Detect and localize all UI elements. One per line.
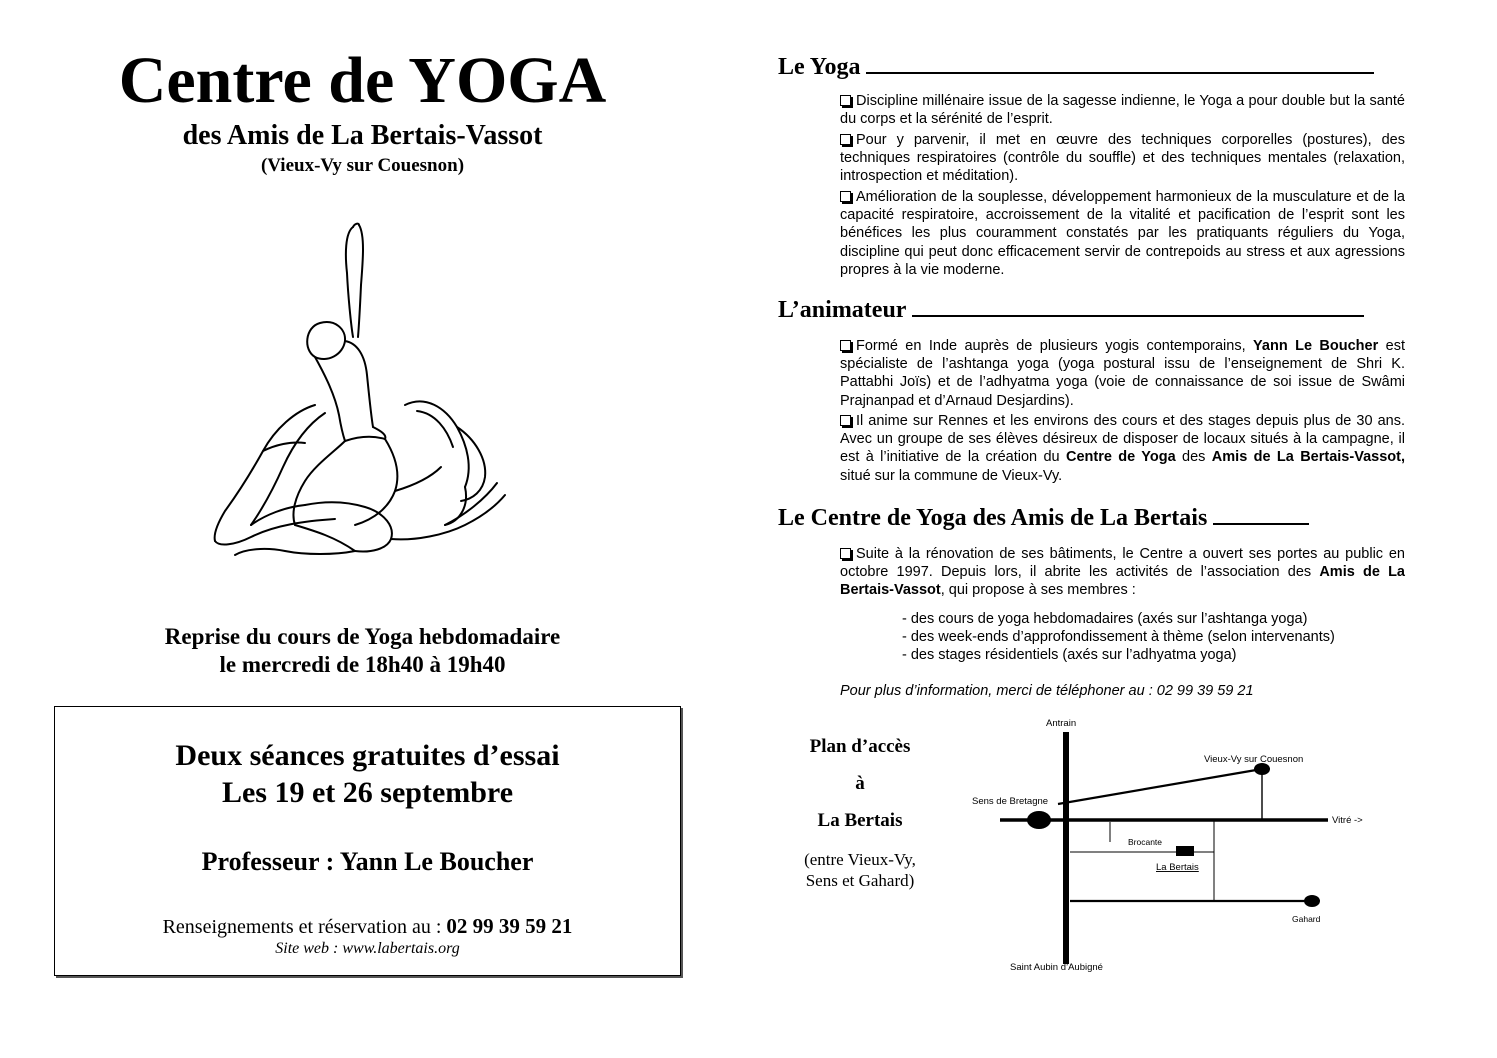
- section-heading-animateur: L’animateur: [778, 295, 1364, 325]
- checkbox-bullet-icon: [840, 340, 851, 351]
- trial-sessions: [55, 737, 680, 811]
- section-heading-yoga: Le Yoga: [778, 52, 1374, 82]
- activities-list: [902, 610, 1335, 665]
- yoga-bullet-3: Amélioration de la souplesse, développement harmonieux de la musculature et de la capacité respiratoire, accroissement de la vitalité et pacification de l’esprit sont les bénéfices les plus couramment constatés par les pratiquants réguliers du Yoga, discipline qui peut donc efficacement servir de contrepoids au stress et aux agressions propres à la vie moderne.: [840, 189, 1405, 278]
- info-phone-line: Pour plus d’information, merci de téléphoner au : 02 99 39 59 21: [840, 683, 1254, 699]
- list-item: - des stages résidentiels (axés sur l’adhyatma yoga): [902, 647, 1237, 664]
- checkbox-bullet-icon: [840, 415, 851, 426]
- page-title: Centre de YOGA: [118, 44, 607, 117]
- teacher-name: Professeur : Yann Le Boucher: [201, 847, 534, 876]
- label-vitre: Vitré ->: [1332, 815, 1363, 826]
- animateur-bullet-2: Il anime sur Rennes et les environs des cours et des stages depuis plus de 30 ans. Avec un groupe de ses élèves désireux de disposer de locaux situés à la campagne, il est à l’initiative de la création du Centre de Yoga des Amis de La Bertais-Vassot, situé sur la commune de Vieux-Vy.: [840, 413, 1405, 484]
- heading-rule: [1213, 503, 1309, 525]
- location-text: (Vieux-Vy sur Couesnon): [260, 155, 465, 176]
- promo-box: [54, 706, 681, 976]
- contact-line: [55, 913, 680, 940]
- contact-label: Renseignements et réservation au :: [162, 916, 447, 938]
- checkbox-bullet-icon: [840, 191, 851, 202]
- page-subtitle: des Amis de La Bertais-Vassot: [182, 120, 543, 151]
- website-link[interactable]: Site web : www.labertais.org: [275, 940, 460, 957]
- list-item: - des cours de yoga hebdomadaires (axés sur l’ashtanga yoga): [902, 611, 1308, 627]
- sens-de-bretagne-marker: [1027, 811, 1051, 829]
- checkbox-bullet-icon: [840, 95, 851, 106]
- label-brocante: Brocante: [1128, 837, 1163, 847]
- reprise-line-2: le mercredi de 18h40 à 19h40: [219, 652, 506, 677]
- road-vieux-vy: [1058, 769, 1262, 804]
- list-item: - des week-ends d’approfondissement à thème (selon intervenants): [902, 629, 1335, 646]
- animateur-bullet-1: Formé en Inde auprès de plusieurs yogis contemporains, Yann Le Boucher est spécialiste de l’ashtanga yoga (yoga postural issu de l’enseignement de Shri K. Pattabhi Joïs) et de l’adhyatma yoga (voie de connaissance de soi issue de Swâmi Prajnanpad et d’Arnaud Desjardins).: [840, 338, 1406, 409]
- label-vieux-vy: Vieux-Vy sur Couesnon: [1204, 754, 1304, 765]
- label-antrain: Antrain: [1046, 718, 1077, 729]
- trial-line-1: Deux séances gratuites d’essai: [175, 739, 560, 772]
- gahard-marker: [1304, 895, 1320, 907]
- heading-rule: [866, 52, 1374, 74]
- checkbox-bullet-icon: [840, 548, 851, 559]
- heading-rule: [912, 295, 1364, 317]
- label-sens-de-bretagne: Sens de Bretagne: [972, 796, 1049, 807]
- yoga-pose-illustration: [195, 215, 525, 575]
- centre-bullet-1: Suite à la rénovation de ses bâtiments, le Centre a ouvert ses portes au public en octobre 1997. Depuis lors, il abrite les activités de l’association des Amis de La Bertais-Vassot, qui propose à ses membres :: [840, 546, 1405, 599]
- reprise-announcement: [60, 623, 665, 679]
- label-saint-aubin: Saint Aubin d’Aubigné: [1010, 962, 1103, 973]
- access-map: [960, 712, 1380, 982]
- teacher-name-bold: Yann Le Boucher: [1253, 338, 1379, 354]
- map-subcaption: (entre Vieux-Vy, Sens et Gahard): [804, 850, 916, 890]
- section-heading-centre: Le Centre de Yoga des Amis de La Bertais: [778, 503, 1309, 533]
- label-gahard: Gahard: [1292, 914, 1321, 924]
- reprise-line-1: Reprise du cours de Yoga hebdomadaire: [164, 624, 561, 649]
- contact-phone: 02 99 39 59 21: [446, 914, 573, 938]
- checkbox-bullet-icon: [840, 134, 851, 145]
- trial-line-2: Les 19 et 26 septembre: [221, 776, 514, 809]
- yoga-bullet-2: Pour y parvenir, il met en œuvre des techniques corporelles (postures), des techniques respiratoires (contrôle du souffle) et des techniques mentales (relaxation, introspection et méditation).: [840, 132, 1405, 185]
- yoga-bullet-1: Discipline millénaire issue de la sagesse indienne, le Yoga a pour double but la santé du corps et la sérénité de l’esprit.: [840, 93, 1405, 128]
- la-bertais-marker: [1176, 846, 1194, 856]
- label-la-bertais: La Bertais: [1156, 862, 1199, 873]
- map-caption: Plan d’accès à La Bertais: [809, 736, 911, 831]
